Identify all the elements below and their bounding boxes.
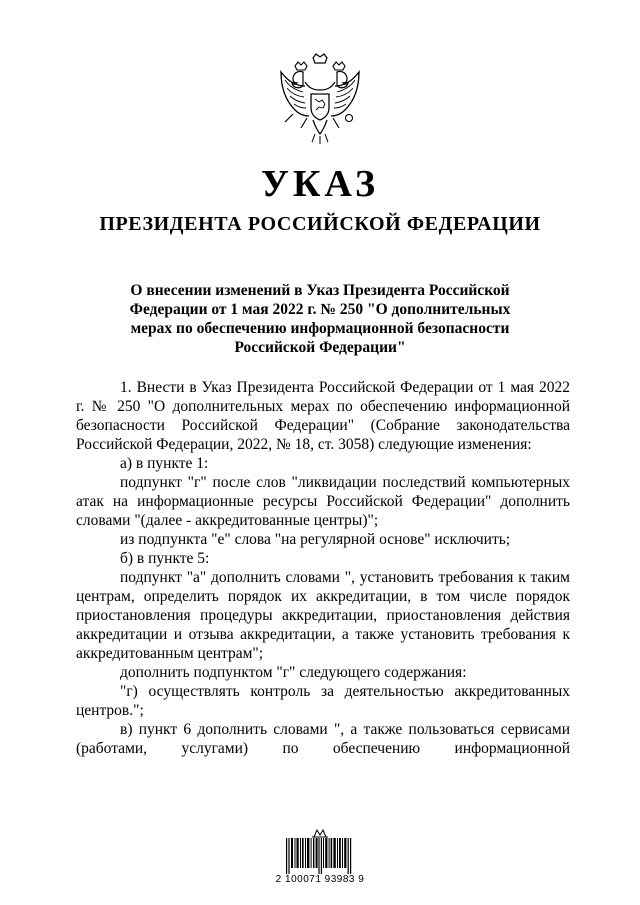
- barcode-icon: [286, 838, 352, 874]
- decree-heading-line: О внесении изменений в Указ Президента Российской: [130, 282, 510, 299]
- body-paragraph: а) в пункте 1:: [120, 455, 209, 472]
- body-paragraph: 1. Внести в Указ Президента Российской Федерации от 1 мая 2022 г. № 250 "О дополнительных мерах по обеспечению информационной безопасности Российской Федерации" (Собрание законодательства Российской Федерации, 2022, № 18, ст. 3058) следующие изменения:: [76, 379, 570, 453]
- body-paragraph: "г) осуществлять контроль за деятельностью аккредитованных центров.";: [76, 683, 570, 719]
- barcode-number: 2 100071 93983 9: [275, 874, 365, 885]
- decree-body: [76, 378, 570, 758]
- decree-heading: [90, 281, 550, 357]
- document-title: УКАЗ: [261, 163, 379, 205]
- document-subtitle: ПРЕЗИДЕНТА РОССИЙСКОЙ ФЕДЕРАЦИИ: [99, 213, 541, 235]
- body-paragraph: б) в пункте 5:: [120, 550, 210, 567]
- decree-heading-line: Федерации от 1 мая 2022 г. № 250 "О дополнительных: [129, 301, 511, 318]
- body-paragraph: дополнить подпунктом "г" следующего содержания:: [120, 664, 467, 681]
- double-headed-eagle-emblem-icon: [277, 52, 363, 148]
- body-paragraph: в) пункт 6 дополнить словами ", а также пользоваться сервисами (работами, услугами) по обеспечению информационной: [76, 721, 570, 757]
- decree-heading-line: мерах по обеспечению информационной безопасности: [130, 320, 510, 337]
- decree-heading-line: Российской Федерации": [234, 339, 406, 356]
- body-paragraph: из подпункта "е" слова "на регулярной основе" исключить;: [120, 531, 511, 548]
- body-paragraph: подпункт "а" дополнить словами ", установить требования к таким центрам, определить порядок их аккредитации, в том числе порядок приостановления процедуры аккредитации, приостановления действия аккредитации и отзыва аккредитации, а также установить требования к аккредитованным центрам";: [76, 569, 570, 662]
- body-paragraph: подпункт "г" после слов "ликвидации последствий компьютерных атак на информационные ресурсы Российской Федерации" дополнить словами "(далее - аккредитованные центры)";: [76, 474, 570, 529]
